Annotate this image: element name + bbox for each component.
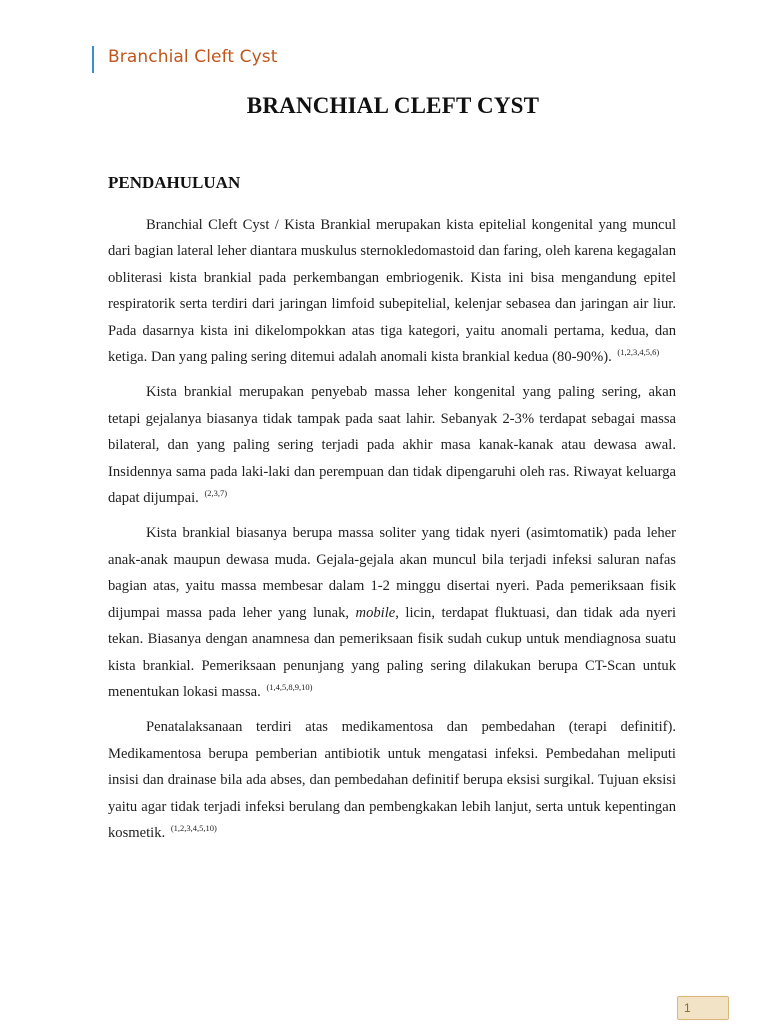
document-title: BRANCHIAL CLEFT CYST	[246, 93, 540, 118]
body-text	[108, 212, 676, 855]
paragraph-4-citation: (1,2,3,4,5,10)	[170, 822, 217, 833]
running-header-title: Branchial Cleft Cyst	[108, 47, 278, 67]
paragraph-2-text: Kista brankial merupakan penyebab massa leher kongenital yang paling sering, akan tetapi gejalanya biasanya tidak tampak pada saat lahir. Sebanyak 2-3% terdapat sebagai massa bilateral, dan yang paling sering terjadi pada akhir masa kanak-kanak atau dewasa awal. Insidennya sama pada laki-laki dan perempuan dan tidak dipengaruhi oleh ras. Riwayat keluarga dapat dijumpai.	[108, 384, 676, 507]
section-heading-pendahuluan: PENDAHULUAN	[108, 173, 241, 192]
paragraph-1-text: Branchial Cleft Cyst / Kista Brankial merupakan kista epitelial kongenital yang muncul dari bagian lateral leher diantara muskulus sternokledomastoid dan faring, oleh karena kegagalan obliterasi kista brankial pada perkembangan embriogenik. Kista ini bisa mengandung epitel respiratorik serta terdiri dari jaringan limfoid subepitelial, kelenjar sebasea dan jaringan air liur. Pada dasarnya kista ini dikelompokkan atas tiga kategori, yaitu anomali pertama, kedua, dan ketiga. Dan yang paling sering ditemui adalah anomali kista brankial kedua (80-90%).	[108, 217, 676, 366]
paragraph-1	[108, 212, 676, 370]
page-number-tab	[677, 996, 729, 1020]
header-accent-bar	[92, 46, 94, 73]
paragraph-3-text-continued: , licin, terdapat fluktuasi, dan tidak ada nyeri tekan. Biasanya dengan anamnesa dan pemeriksaan fisik sudah cukup untuk mendiagnosa suatu kista brankial. Pemeriksaan penunjang yang paling sering dilakukan berupa CT-Scan untuk menentukan lokasi massa.	[108, 604, 676, 700]
paragraph-4-text: Penatalaksanaan terdiri atas medikamentosa dan pembedahan (terapi definitif). Medikamentosa berupa pemberian antibiotik untuk mengatasi infeksi. Pembedahan meliputi insisi dan drainase bila ada abses, dan pembedahan definitif berupa eksisi surgikal. Tujuan eksisi yaitu agar tidak terjadi infeksi berulang dan pembengkakan lebih lanjut, serta untuk kepentingan kosmetik.	[108, 719, 676, 841]
page-number: 1	[684, 1001, 691, 1015]
paragraph-3-text: Kista brankial biasanya berupa massa soliter yang tidak nyeri (asimtomatik) pada leher anak-anak maupun dewasa muda. Gejala-gejala akan muncul bila terjadi infeksi saluran nafas bagian atas, yaitu massa membesar dalam 1-2 minggu disertai nyeri. Pada pemeriksaan fisik dijumpai massa pada leher yang lunak,	[108, 525, 676, 621]
paragraph-3-italic-term: mobile	[355, 604, 396, 621]
paragraph-4	[108, 714, 676, 846]
paragraph-2	[108, 379, 676, 511]
paragraph-2-citation: (2,3,7)	[204, 488, 228, 499]
paragraph-1-citation: (1,2,3,4,5,6)	[617, 347, 660, 358]
paragraph-3-citation: (1,4,5,8,9,10)	[266, 681, 313, 692]
paragraph-3	[108, 520, 676, 705]
